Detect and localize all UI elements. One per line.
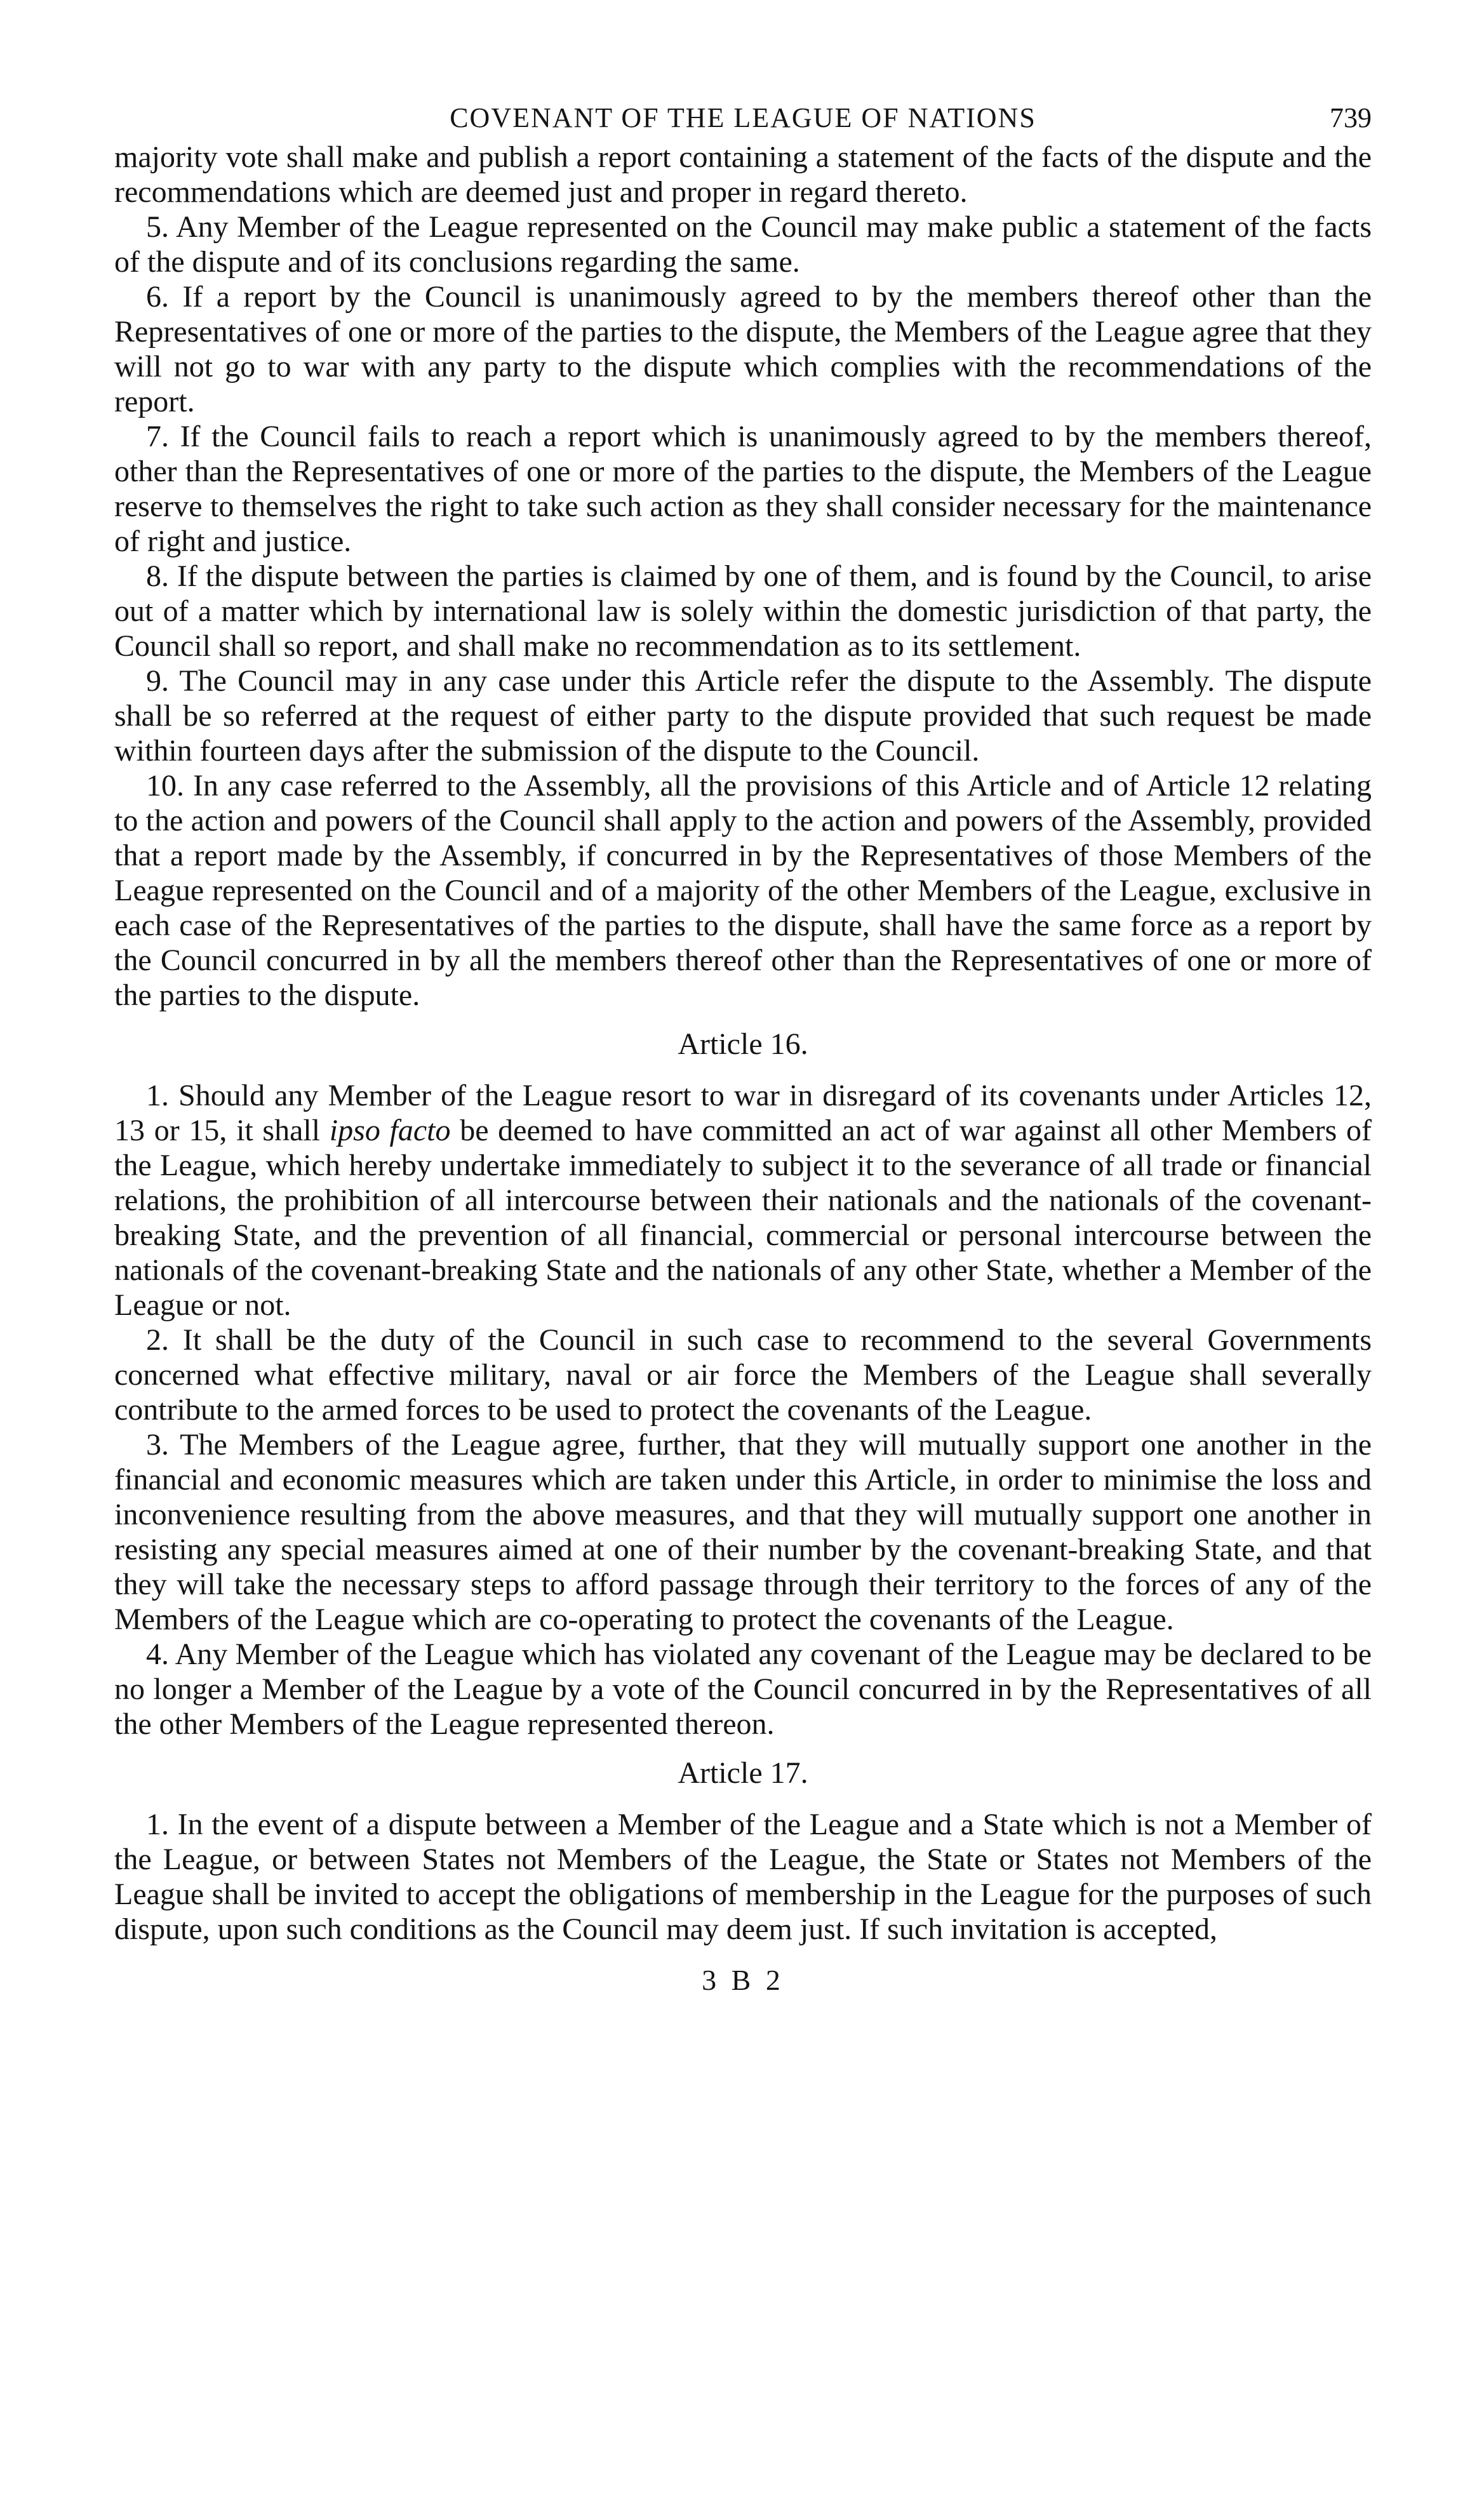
article-17-body [114,1807,1372,1947]
ipso-facto-italic: ipso facto [329,1114,451,1147]
paragraph-continued: majority vote shall make and publish a report containing a statement of the facts of the dispute and the recommendations which are deemed just and proper in regard thereto. [114,140,1372,209]
page-number: 739 [1330,102,1372,133]
document-page [114,95,1372,1997]
paragraph-15-8: 8. If the dispute between the parties is claimed by one of them, and is found by the Council, to arise out of a matter which by international law is solely within the domestic jurisdiction of that party, the Council shall so report, and shall make no recommendation as to its settlement. [114,559,1372,663]
paragraph-16-1-part-a: 1. Should any Member of the League resort to war in disregard of its covenants under Articles 12, 13 or 15, it shall [114,1079,1372,1147]
paragraph-16-2: 2. It shall be the duty of the Council in such case to recommend to the several Governments concerned what effective military, naval or air force the Members of the League shall severally contribute to the armed forces to be used to protect the covenants of the League. [114,1323,1372,1427]
paragraph-16-1 [114,1078,1372,1323]
signature-mark: 3 B 2 [702,1964,784,1996]
article-16-heading: Article 16. [678,1027,808,1061]
paragraph-16-3: 3. The Members of the League agree, further, that they will mutually support one another in the financial and economic measures which are taken under this Article, in order to minimise the loss and inconvenience resulting from the above measures, and that they will mutually support one another in resisting any special measures aimed at one of their number by the covenant-breaking State, and that they will take the necessary steps to afford passage through their territory to the forces of any of the Members of the League which are co-operating to protect the covenants of the League. [114,1428,1372,1636]
paragraph-15-7: 7. If the Council fails to reach a report which is unanimously agreed to by the members thereof, other than the Representatives of one or more of the parties to the dispute, the Members of the League reserve to themselves the right to take such action as they shall consider necessary for the maintenance of right and justice. [114,420,1372,558]
article-16-body [114,1078,1372,1742]
article-17-heading: Article 17. [678,1756,808,1790]
paragraph-15-9: 9. The Council may in any case under this Article refer the dispute to the Assembly. The dispute shall be so referred at the request of either party to the dispute provided that such request be made within fourteen days after the submission of the dispute to the Council. [114,664,1372,768]
running-head-title: COVENANT OF THE LEAGUE OF NATIONS [450,102,1036,133]
paragraph-15-5: 5. Any Member of the League represented on the Council may make public a statement of the facts of the dispute and of its conclusions regarding the same. [114,210,1372,279]
paragraph-16-4: 4. Any Member of the League which has violated any covenant of the League may be declared to be no longer a Member of the League by a vote of the Council concurred in by the Representatives of all the other Members of the League represented thereon. [114,1637,1372,1741]
article-15-continuation [114,140,1372,1013]
paragraph-15-6: 6. If a report by the Council is unanimously agreed to by the members thereof other than the Representatives of one or more of the parties to the dispute, the Members of the League agree that they will not go to war with any party to the dispute which complies with the recommendations of the report. [114,280,1372,418]
paragraph-15-10: 10. In any case referred to the Assembly, all the provisions of this Article and of Article 12 relating to the action and powers of the Council shall apply to the action and powers of the Assembly, provided that a report made by the Assembly, if concurred in by the Representatives of those Members of the League represented on the Council and of a majority of the other Members of the League, exclusive in each case of the Representatives of the parties to the dispute, shall have the same force as a report by the Council concurred in by all the members thereof other than the Representatives of one or more of the parties to the dispute. [114,769,1372,1012]
paragraph-17-1: 1. In the event of a dispute between a Member of the League and a State which is not a Member of the League, or between States not Members of the League, the State or States not Members of the League shall be invited to accept the obligations of membership in the League for the purposes of such dispute, upon such conditions as the Council may deem just. If such invitation is accepted, [114,1808,1372,1946]
paragraph-16-1-part-b: be deemed to have committed an act of war against all other Members of the League, which hereby undertake immediately to subject it to the severance of all trade or financial relations, the prohibition of all intercourse between their nationals and the nationals of the covenant-breaking State, and the prevention of all financial, commercial or personal intercourse between the nationals of the covenant-breaking State and the nationals of any other State, whether a Member of the League or not. [114,1114,1372,1322]
running-head [114,95,1372,140]
